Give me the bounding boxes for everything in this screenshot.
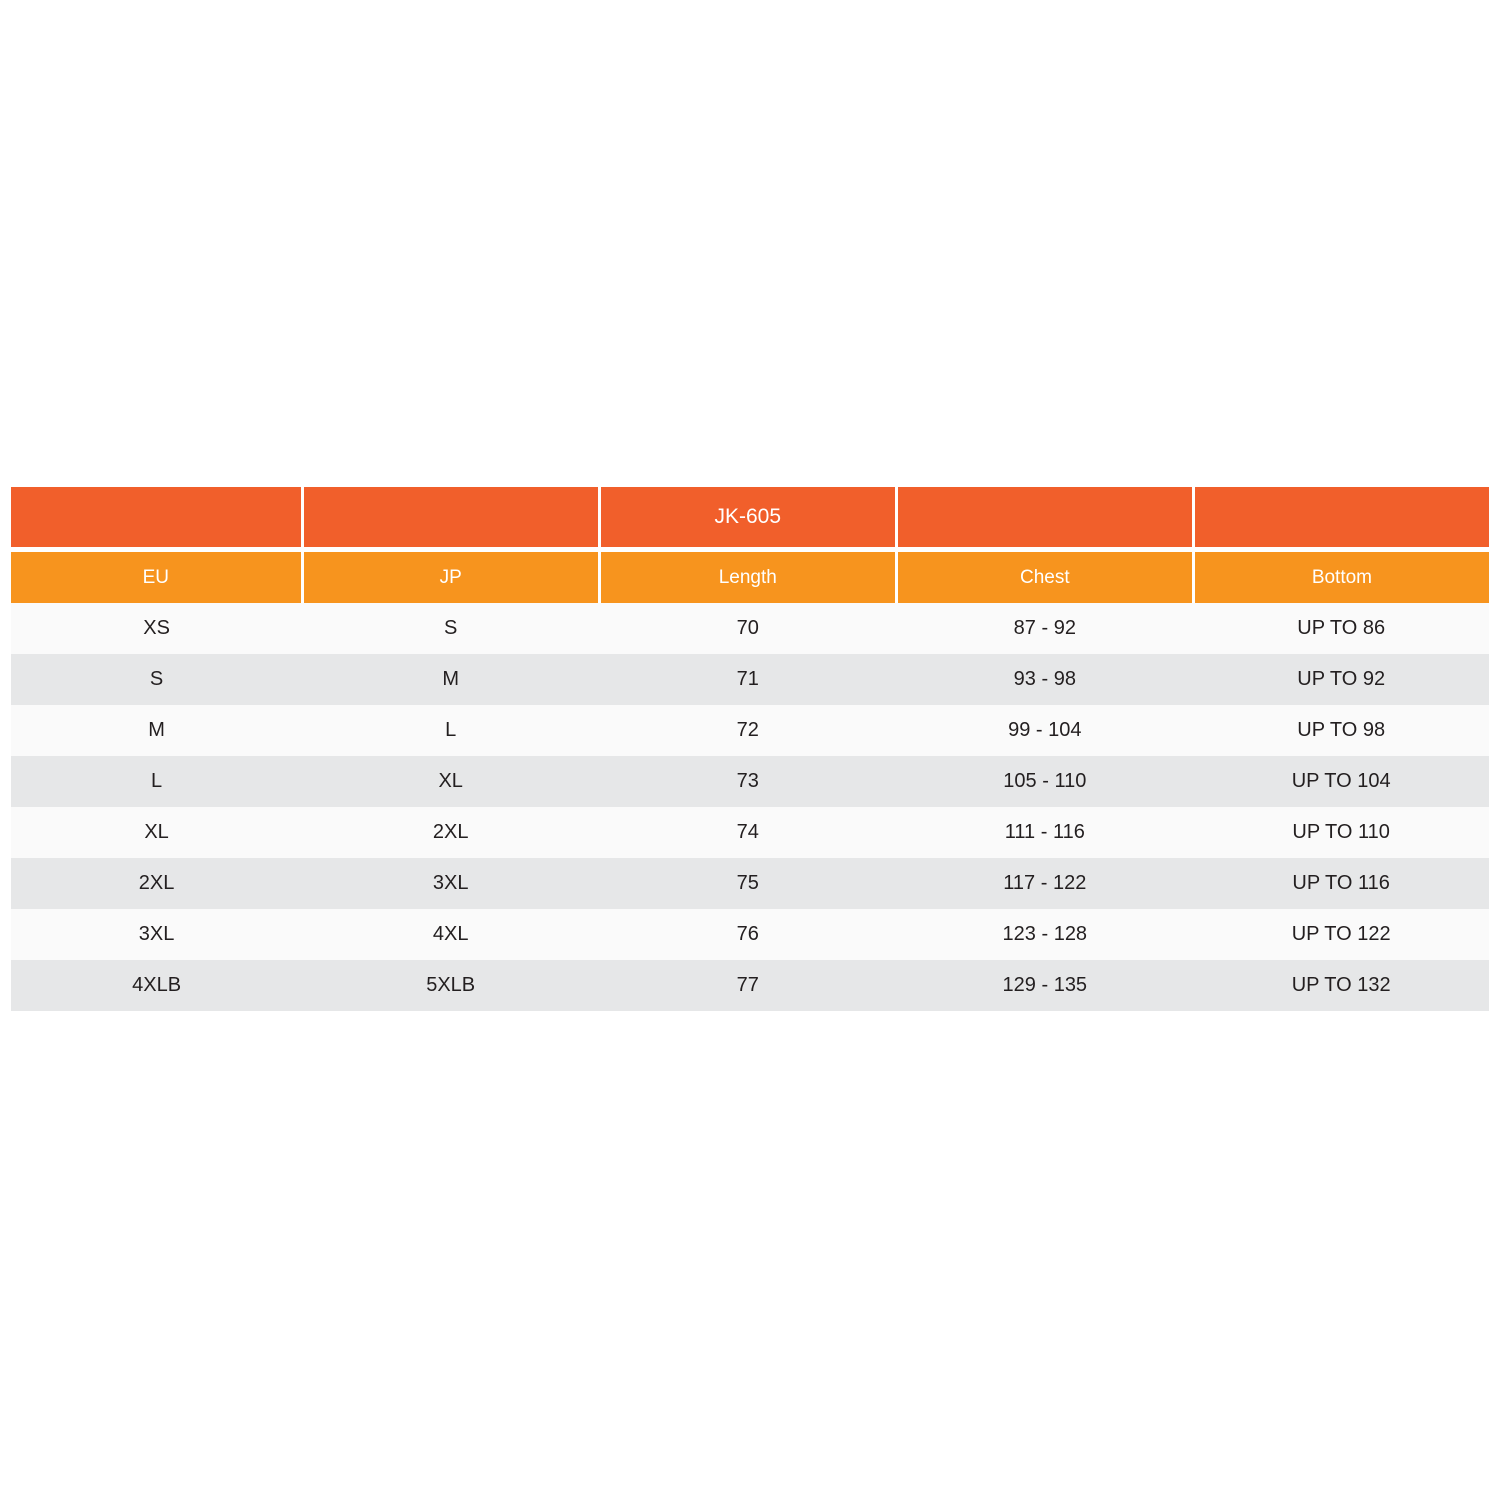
cell-eu: 4XLB	[11, 960, 302, 1011]
cell-length: 71	[599, 654, 896, 705]
cell-jp: M	[302, 654, 599, 705]
cell-chest: 99 - 104	[896, 705, 1193, 756]
table-row	[11, 960, 1489, 1011]
table-row	[11, 603, 1489, 654]
table-row	[11, 654, 1489, 705]
cell-jp: 3XL	[302, 858, 599, 909]
table-row	[11, 705, 1489, 756]
cell-jp: XL	[302, 756, 599, 807]
table-title-row	[11, 487, 1489, 547]
cell-chest: 123 - 128	[896, 909, 1193, 960]
cell-length: 76	[599, 909, 896, 960]
cell-jp: S	[302, 603, 599, 654]
column-header-bottom: Bottom	[1193, 552, 1489, 603]
cell-length: 72	[599, 705, 896, 756]
cell-bottom: UP TO 122	[1193, 909, 1489, 960]
product-code-title: JK-605	[599, 487, 896, 547]
column-header-eu: EU	[11, 552, 302, 603]
table-row	[11, 909, 1489, 960]
title-cell-1	[11, 487, 302, 547]
cell-eu: XS	[11, 603, 302, 654]
cell-chest: 105 - 110	[896, 756, 1193, 807]
size-chart-container	[11, 487, 1489, 1011]
cell-bottom: UP TO 104	[1193, 756, 1489, 807]
title-cell-4	[896, 487, 1193, 547]
cell-jp: 2XL	[302, 807, 599, 858]
cell-jp: L	[302, 705, 599, 756]
cell-eu: M	[11, 705, 302, 756]
cell-jp: 4XL	[302, 909, 599, 960]
cell-eu: L	[11, 756, 302, 807]
table-header-row	[11, 552, 1489, 603]
cell-bottom: UP TO 86	[1193, 603, 1489, 654]
cell-chest: 111 - 116	[896, 807, 1193, 858]
title-cell-2	[302, 487, 599, 547]
table-row	[11, 807, 1489, 858]
column-header-chest: Chest	[896, 552, 1193, 603]
title-cell-5	[1193, 487, 1489, 547]
cell-chest: 129 - 135	[896, 960, 1193, 1011]
cell-bottom: UP TO 110	[1193, 807, 1489, 858]
size-chart-table	[11, 487, 1489, 1011]
cell-eu: 3XL	[11, 909, 302, 960]
table-row	[11, 756, 1489, 807]
cell-length: 75	[599, 858, 896, 909]
cell-length: 70	[599, 603, 896, 654]
cell-chest: 117 - 122	[896, 858, 1193, 909]
cell-eu: S	[11, 654, 302, 705]
cell-bottom: UP TO 98	[1193, 705, 1489, 756]
cell-jp: 5XLB	[302, 960, 599, 1011]
cell-chest: 93 - 98	[896, 654, 1193, 705]
cell-length: 77	[599, 960, 896, 1011]
column-header-jp: JP	[302, 552, 599, 603]
column-header-length: Length	[599, 552, 896, 603]
table-row	[11, 858, 1489, 909]
cell-bottom: UP TO 92	[1193, 654, 1489, 705]
cell-chest: 87 - 92	[896, 603, 1193, 654]
cell-bottom: UP TO 132	[1193, 960, 1489, 1011]
cell-bottom: UP TO 116	[1193, 858, 1489, 909]
cell-eu: 2XL	[11, 858, 302, 909]
cell-eu: XL	[11, 807, 302, 858]
cell-length: 74	[599, 807, 896, 858]
cell-length: 73	[599, 756, 896, 807]
